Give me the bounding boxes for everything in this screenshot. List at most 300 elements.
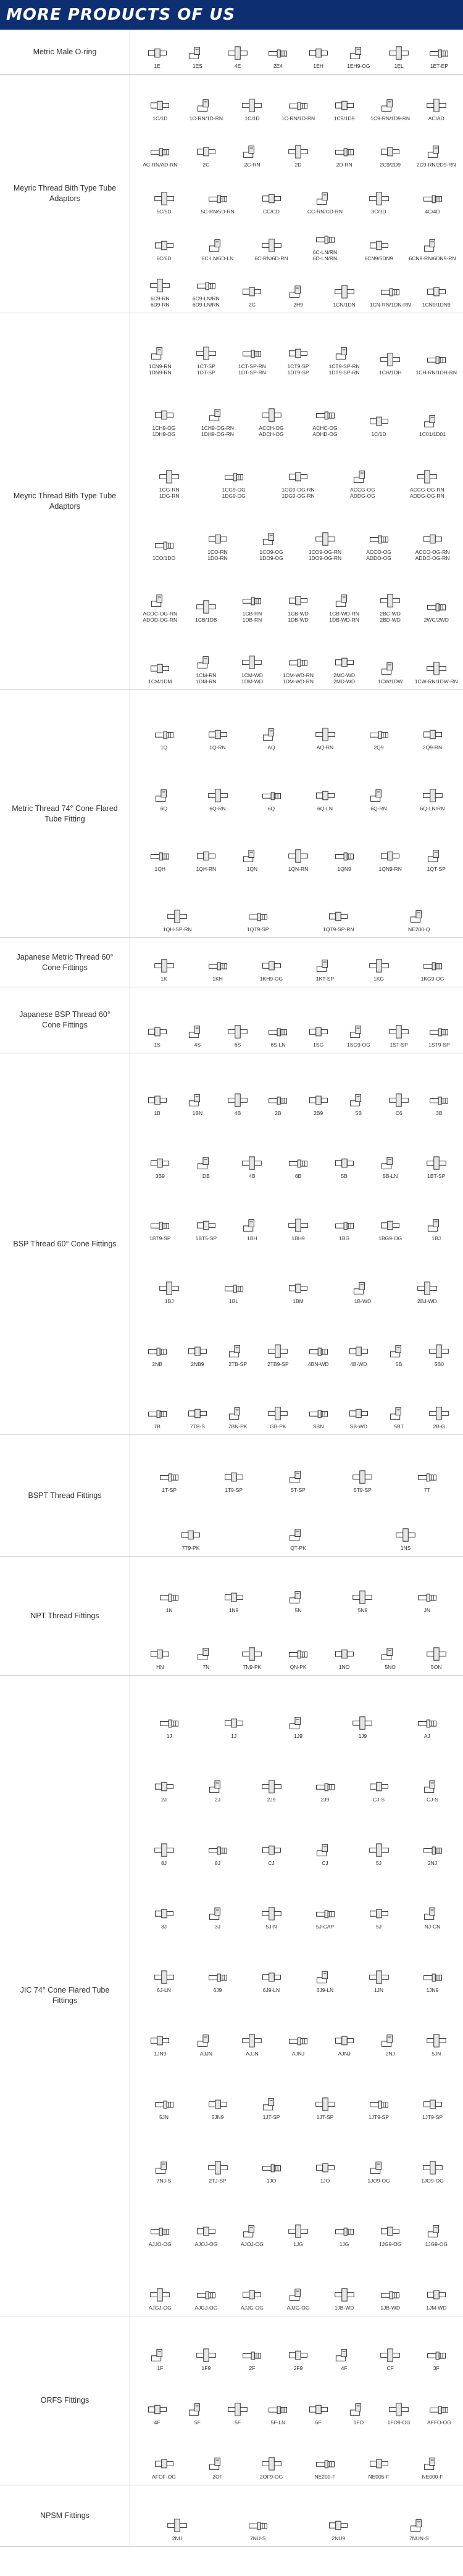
fitting-code: 5F: [194, 2419, 201, 2426]
fitting-icon: [261, 2456, 282, 2472]
fitting-item[interactable]: [406, 2059, 459, 2123]
fitting-item[interactable]: [413, 563, 459, 625]
fitting-item[interactable]: [183, 1996, 230, 2059]
fitting-item[interactable]: [275, 124, 322, 171]
fitting-item[interactable]: [379, 990, 419, 1050]
fitting-code: 2C9/2D9: [380, 162, 401, 168]
fitting-item[interactable]: [298, 377, 352, 439]
fitting-code: ACCG-OG-RN ADDG-OG-RN: [409, 487, 444, 500]
fitting-item[interactable]: [137, 124, 183, 171]
fitting-item[interactable]: [183, 1119, 230, 1182]
fitting-item[interactable]: [218, 2373, 258, 2427]
fitting-item[interactable]: [229, 2186, 275, 2250]
fitting-item[interactable]: [406, 2123, 459, 2186]
fitting-item[interactable]: [413, 1181, 459, 1244]
fitting-item[interactable]: [137, 170, 191, 217]
fitting-item[interactable]: [218, 990, 258, 1050]
fitting-item[interactable]: [229, 1996, 275, 2059]
fitting-item[interactable]: [367, 2250, 414, 2313]
fitting-item[interactable]: [406, 1805, 459, 1869]
fitting-icon: [223, 1469, 244, 1485]
fitting-item[interactable]: [275, 625, 322, 687]
fitting-icon: [315, 958, 336, 974]
fitting-item[interactable]: [244, 693, 298, 753]
fitting-item[interactable]: [191, 2428, 244, 2482]
fitting-item[interactable]: [244, 1932, 298, 1996]
fitting-item[interactable]: [244, 1869, 298, 1932]
fitting-item[interactable]: [352, 1496, 459, 1553]
fitting-item[interactable]: [275, 2319, 322, 2373]
fitting-item[interactable]: [137, 1056, 177, 1119]
fitting-item[interactable]: [298, 1805, 352, 1869]
fitting-item[interactable]: [419, 1056, 459, 1119]
fitting-item[interactable]: [352, 693, 406, 753]
fitting-item[interactable]: [137, 2428, 191, 2482]
fitting-item[interactable]: [298, 2373, 338, 2427]
fitting-icon: [428, 1092, 449, 1108]
fitting-item[interactable]: [137, 316, 183, 377]
fitting-item[interactable]: [244, 2059, 298, 2123]
fitting-item[interactable]: [229, 563, 275, 625]
fitting-item[interactable]: [177, 1369, 217, 1432]
fitting-grid: [137, 693, 459, 935]
fitting-item[interactable]: [330, 1559, 394, 1616]
fitting-item[interactable]: [413, 625, 459, 687]
fitting-item[interactable]: [321, 1181, 367, 1244]
fitting-item[interactable]: [321, 625, 367, 687]
fitting-icon: [288, 1527, 309, 1543]
fitting-item[interactable]: [298, 1932, 352, 1996]
fitting-item[interactable]: [275, 1119, 322, 1182]
fitting-item[interactable]: [379, 1056, 419, 1119]
fitting-item[interactable]: [419, 1369, 459, 1432]
fitting-item[interactable]: [258, 33, 298, 72]
fitting-item[interactable]: [321, 2319, 367, 2373]
fitting-item[interactable]: [137, 990, 177, 1050]
fitting-item[interactable]: [275, 77, 322, 124]
fitting-item[interactable]: [321, 1119, 367, 1182]
fitting-item[interactable]: [137, 693, 191, 753]
fitting-icon: [261, 2096, 282, 2112]
fitting-item[interactable]: [275, 1996, 322, 2059]
fitting-item[interactable]: [379, 1307, 419, 1370]
fitting-item[interactable]: [137, 1119, 183, 1182]
fitting-item[interactable]: [413, 814, 459, 874]
fitting-item[interactable]: [321, 563, 367, 625]
fitting-item[interactable]: [395, 1678, 459, 1742]
fitting-item[interactable]: [137, 753, 191, 813]
fitting-item[interactable]: [191, 217, 244, 264]
fitting-item[interactable]: [413, 77, 459, 124]
fitting-item[interactable]: [244, 1742, 298, 1805]
fitting-item[interactable]: [137, 2059, 191, 2123]
fitting-item[interactable]: [275, 814, 322, 874]
fitting-item[interactable]: [229, 77, 275, 124]
fitting-item[interactable]: [379, 1369, 419, 1432]
fitting-item[interactable]: [137, 1307, 177, 1370]
fitting-item[interactable]: [338, 990, 378, 1050]
fitting-item[interactable]: [258, 2373, 298, 2427]
fitting-item[interactable]: [137, 1996, 183, 2059]
fitting-item[interactable]: [298, 693, 352, 753]
fitting-item[interactable]: [298, 753, 352, 813]
fitting-item[interactable]: [137, 625, 183, 687]
fitting-code: 1JG: [339, 2241, 349, 2248]
fitting-item[interactable]: [352, 501, 406, 563]
fitting-item[interactable]: [330, 1244, 394, 1307]
fitting-item[interactable]: [298, 874, 379, 935]
fitting-item[interactable]: [338, 2373, 378, 2427]
fitting-item[interactable]: [330, 1438, 394, 1496]
fitting-item[interactable]: [137, 1496, 244, 1553]
fitting-item[interactable]: [367, 316, 414, 377]
fitting-item[interactable]: [137, 1678, 201, 1742]
fitting-item[interactable]: [229, 814, 275, 874]
fitting-item[interactable]: [275, 563, 322, 625]
fitting-item[interactable]: [298, 217, 352, 264]
fitting-item[interactable]: [191, 940, 244, 984]
fitting-icon: [288, 1155, 309, 1171]
category-label: Metric Male O-ring: [33, 47, 97, 57]
fitting-item[interactable]: [406, 693, 459, 753]
fitting-item[interactable]: [137, 563, 183, 625]
fitting-item[interactable]: [177, 1056, 217, 1119]
fitting-item[interactable]: [191, 2123, 244, 2186]
fitting-item[interactable]: [321, 2186, 367, 2250]
fitting-item[interactable]: [191, 170, 244, 217]
fitting-item[interactable]: [413, 263, 459, 310]
fitting-code: 1CT-SP-RN 1DT-SP-RN: [238, 363, 266, 376]
fitting-item[interactable]: [367, 2186, 414, 2250]
fitting-item[interactable]: [395, 1438, 459, 1496]
fitting-item[interactable]: [137, 2250, 183, 2313]
fitting-item[interactable]: [298, 1369, 338, 1432]
category-label: BSPT Thread Fittings: [28, 1491, 102, 1500]
fitting-item[interactable]: [352, 1869, 406, 1932]
fitting-item[interactable]: [183, 316, 230, 377]
fitting-item[interactable]: [352, 170, 406, 217]
fitting-icon: [288, 1217, 309, 1233]
fitting-icon: [241, 1217, 262, 1233]
fitting-item[interactable]: [367, 124, 414, 171]
fitting-item[interactable]: [367, 1616, 414, 1673]
fitting-item[interactable]: [298, 990, 338, 1050]
fitting-item[interactable]: [244, 2123, 298, 2186]
fitting-item[interactable]: [137, 1742, 191, 1805]
fitting-item[interactable]: [201, 1438, 265, 1496]
fitting-item[interactable]: [275, 2250, 322, 2313]
fitting-item[interactable]: [321, 263, 367, 310]
fitting-item[interactable]: [298, 170, 352, 217]
fitting-item[interactable]: [406, 2428, 459, 2482]
fitting-item[interactable]: [244, 217, 298, 264]
fitting-item[interactable]: [321, 316, 367, 377]
fitting-item[interactable]: [406, 377, 459, 439]
fitting-item[interactable]: [298, 2488, 379, 2544]
fitting-item[interactable]: [266, 1438, 330, 1496]
fitting-item[interactable]: [406, 1742, 459, 1805]
fitting-item[interactable]: [183, 625, 230, 687]
fitting-item[interactable]: [298, 1307, 338, 1370]
fitting-item[interactable]: [218, 33, 258, 72]
fitting-icon: [334, 654, 355, 670]
fitting-item[interactable]: [367, 1181, 414, 1244]
fitting-item[interactable]: [275, 263, 322, 310]
fitting-item[interactable]: [244, 170, 298, 217]
fitting-item[interactable]: [137, 1369, 177, 1432]
fitting-item[interactable]: [352, 1805, 406, 1869]
fitting-item[interactable]: [419, 33, 459, 72]
fitting-item[interactable]: [406, 753, 459, 813]
fitting-item[interactable]: [191, 1805, 244, 1869]
fitting-item[interactable]: [419, 1307, 459, 1370]
fitting-item[interactable]: [406, 501, 459, 563]
fitting-item[interactable]: [137, 1805, 191, 1869]
fitting-item[interactable]: [137, 2373, 177, 2427]
fitting-item[interactable]: [321, 77, 367, 124]
fitting-item[interactable]: [218, 1369, 258, 1432]
fitting-item[interactable]: [137, 814, 183, 874]
fitting-item[interactable]: [413, 1996, 459, 2059]
fitting-icon: [288, 2287, 309, 2303]
fitting-item[interactable]: [183, 124, 230, 171]
fitting-item[interactable]: [367, 1119, 414, 1182]
fitting-item[interactable]: [298, 1742, 352, 1805]
fitting-code: 2OF: [212, 2474, 223, 2480]
fitting-item[interactable]: [244, 2428, 298, 2482]
fitting-item[interactable]: [352, 753, 406, 813]
fitting-item[interactable]: [137, 440, 201, 501]
fitting-item[interactable]: [413, 2250, 459, 2313]
fitting-item[interactable]: [379, 874, 460, 935]
fitting-item[interactable]: [406, 1932, 459, 1996]
fitting-code: 1BJ: [164, 1298, 174, 1304]
fitting-item[interactable]: [352, 940, 406, 984]
fitting-item[interactable]: [352, 1742, 406, 1805]
fitting-icon: [334, 2033, 355, 2049]
fitting-item[interactable]: [413, 1119, 459, 1182]
fitting-item[interactable]: [137, 2186, 183, 2250]
fitting-item[interactable]: [395, 440, 459, 501]
fitting-item[interactable]: [177, 1307, 217, 1370]
fitting-item[interactable]: [338, 1307, 378, 1370]
fitting-item[interactable]: [191, 377, 244, 439]
fitting-item[interactable]: [137, 1438, 201, 1496]
fitting-item[interactable]: [321, 124, 367, 171]
fitting-item[interactable]: [321, 1996, 367, 2059]
fitting-item[interactable]: [406, 170, 459, 217]
fitting-item[interactable]: [367, 814, 414, 874]
fitting-item[interactable]: [229, 124, 275, 171]
fitting-item[interactable]: [201, 1678, 265, 1742]
fitting-item[interactable]: [183, 1616, 230, 1673]
fitting-item[interactable]: [201, 440, 265, 501]
fitting-item[interactable]: [229, 625, 275, 687]
fitting-item[interactable]: [406, 940, 459, 984]
fitting-item[interactable]: [275, 316, 322, 377]
fitting-item[interactable]: [413, 124, 459, 171]
fitting-code: 1JG: [293, 2241, 303, 2248]
fitting-item[interactable]: [352, 1932, 406, 1996]
fitting-item[interactable]: [137, 1616, 183, 1673]
fitting-item[interactable]: [229, 263, 275, 310]
fitting-item[interactable]: [137, 2123, 191, 2186]
fitting-item[interactable]: [137, 501, 191, 563]
fitting-item[interactable]: [338, 1056, 378, 1119]
fitting-item[interactable]: [191, 1742, 244, 1805]
fitting-item[interactable]: [298, 2123, 352, 2186]
fitting-item[interactable]: [338, 33, 378, 72]
fitting-item[interactable]: [379, 2488, 460, 2544]
fitting-item[interactable]: [298, 501, 352, 563]
fitting-item[interactable]: [218, 2488, 299, 2544]
fitting-item[interactable]: [338, 1369, 378, 1432]
fitting-item[interactable]: [367, 625, 414, 687]
fitting-item[interactable]: [183, 263, 230, 310]
fitting-item[interactable]: [244, 1805, 298, 1869]
fitting-item[interactable]: [258, 990, 298, 1050]
fitting-item[interactable]: [191, 753, 244, 813]
fitting-item[interactable]: [419, 2373, 459, 2427]
fitting-item[interactable]: [321, 1616, 367, 1673]
fitting-item[interactable]: [266, 440, 330, 501]
fitting-item[interactable]: [137, 33, 177, 72]
fitting-item[interactable]: [321, 2250, 367, 2313]
fitting-item[interactable]: [367, 1996, 414, 2059]
fitting-item[interactable]: [352, 377, 406, 439]
fitting-item[interactable]: [395, 1244, 459, 1307]
fitting-item[interactable]: [298, 2059, 352, 2123]
fitting-item[interactable]: [183, 2186, 230, 2250]
fitting-item[interactable]: [395, 1559, 459, 1616]
fitting-item[interactable]: [298, 1056, 338, 1119]
fitting-item[interactable]: [406, 1869, 459, 1932]
fitting-item[interactable]: [137, 2488, 218, 2544]
fitting-item[interactable]: [352, 2123, 406, 2186]
fitting-item[interactable]: [367, 563, 414, 625]
fitting-item[interactable]: [137, 2319, 183, 2373]
fitting-item[interactable]: [183, 2319, 230, 2373]
fitting-code: 6Q-LN/RN: [420, 805, 445, 812]
fitting-item[interactable]: [137, 1869, 191, 1932]
fitting-item[interactable]: [137, 1181, 183, 1244]
fitting-item[interactable]: [275, 2186, 322, 2250]
fitting-item[interactable]: [367, 2319, 414, 2373]
fitting-item[interactable]: [266, 1678, 330, 1742]
fitting-grid: [137, 1559, 459, 1673]
fitting-item[interactable]: [379, 2373, 419, 2427]
fitting-icon: [288, 1646, 309, 1662]
fitting-item[interactable]: [367, 77, 414, 124]
fitting-item[interactable]: [177, 990, 217, 1050]
fitting-item[interactable]: [191, 501, 244, 563]
fitting-item[interactable]: [330, 440, 394, 501]
fitting-item[interactable]: [419, 990, 459, 1050]
fitting-item[interactable]: [298, 2428, 352, 2482]
fitting-item[interactable]: [244, 501, 298, 563]
fitting-item[interactable]: [183, 2250, 230, 2313]
fitting-item[interactable]: [244, 377, 298, 439]
fitting-item[interactable]: [352, 2059, 406, 2123]
fitting-item[interactable]: [330, 1678, 394, 1742]
fitting-item[interactable]: [352, 217, 406, 264]
fitting-item[interactable]: [137, 263, 183, 310]
fitting-item[interactable]: [191, 1932, 244, 1996]
fitting-item[interactable]: [367, 263, 414, 310]
fitting-item[interactable]: [218, 874, 299, 935]
fitting-item[interactable]: [406, 217, 459, 264]
fitting-item[interactable]: [321, 814, 367, 874]
fitting-item[interactable]: [191, 693, 244, 753]
fitting-item[interactable]: [177, 2373, 217, 2427]
fitting-item[interactable]: [201, 1244, 265, 1307]
fitting-item[interactable]: [229, 2250, 275, 2313]
fitting-item[interactable]: [258, 1056, 298, 1119]
fitting-item[interactable]: [191, 2059, 244, 2123]
fitting-item[interactable]: [298, 940, 352, 984]
fitting-item[interactable]: [275, 1616, 322, 1673]
category-section: [0, 1053, 463, 1434]
fitting-item[interactable]: [298, 33, 338, 72]
fitting-item[interactable]: [379, 33, 419, 72]
fitting-item[interactable]: [183, 563, 230, 625]
fitting-item[interactable]: [275, 1181, 322, 1244]
fitting-code: 1NO: [338, 1664, 350, 1671]
fitting-item[interactable]: [298, 1869, 352, 1932]
fitting-item[interactable]: [244, 1496, 352, 1553]
fitting-item[interactable]: [229, 1616, 275, 1673]
fitting-item[interactable]: [137, 217, 191, 264]
fitting-item[interactable]: [183, 814, 230, 874]
fitting-item[interactable]: [218, 1307, 258, 1370]
fitting-item[interactable]: [201, 1559, 265, 1616]
fitting-item[interactable]: [191, 1869, 244, 1932]
fitting-item[interactable]: [183, 1181, 230, 1244]
fitting-item[interactable]: [229, 1119, 275, 1182]
fitting-item[interactable]: [137, 940, 191, 984]
fitting-item[interactable]: [218, 1056, 258, 1119]
fitting-item[interactable]: [266, 1559, 330, 1616]
fitting-item[interactable]: [183, 77, 230, 124]
fitting-item[interactable]: [352, 2428, 406, 2482]
fitting-item[interactable]: [413, 2319, 459, 2373]
fitting-item[interactable]: [137, 377, 191, 439]
fitting-item[interactable]: [244, 940, 298, 984]
fitting-item[interactable]: [244, 753, 298, 813]
fitting-item[interactable]: [137, 1932, 191, 1996]
fitting-item[interactable]: [229, 2319, 275, 2373]
fitting-item[interactable]: [266, 1244, 330, 1307]
fitting-item[interactable]: [229, 316, 275, 377]
fitting-item[interactable]: [137, 874, 218, 935]
fitting-icon: [288, 2223, 309, 2239]
fitting-item[interactable]: [137, 1559, 201, 1616]
fitting-item[interactable]: [137, 77, 183, 124]
fitting-item[interactable]: [413, 2186, 459, 2250]
fitting-item[interactable]: [137, 1244, 201, 1307]
fitting-item[interactable]: [177, 33, 217, 72]
fitting-code: NJ-CN: [424, 1924, 441, 1930]
fitting-item[interactable]: [229, 1181, 275, 1244]
fitting-code: 1JO9-OG: [367, 2178, 390, 2184]
fitting-row: [137, 170, 459, 217]
fitting-item[interactable]: [258, 1307, 298, 1370]
fitting-item[interactable]: [413, 316, 459, 377]
fitting-item[interactable]: [413, 1616, 459, 1673]
fitting-code: DB: [202, 1172, 210, 1179]
fitting-item[interactable]: [258, 1369, 298, 1432]
fitting-code: 1JN: [373, 1987, 384, 1994]
